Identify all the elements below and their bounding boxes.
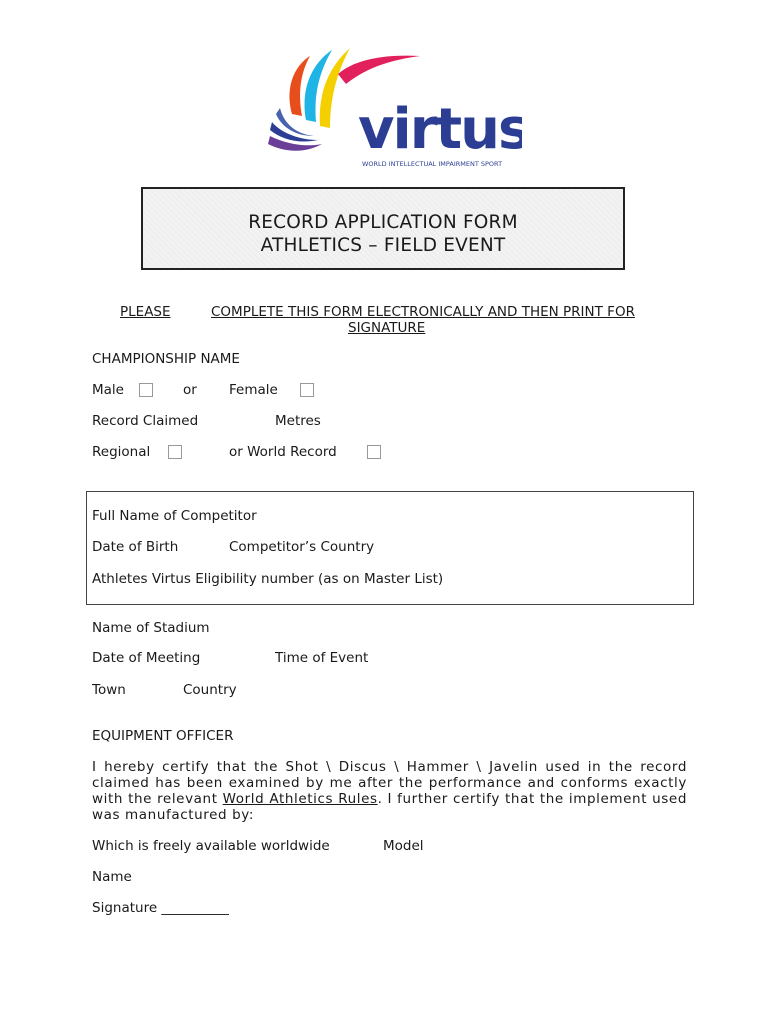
town-label: Town <box>92 682 126 698</box>
or-label: or <box>183 382 197 398</box>
record-claimed-label: Record Claimed <box>92 413 199 429</box>
female-label: Female <box>229 382 278 398</box>
male-checkbox[interactable] <box>139 383 153 397</box>
signature-label: Signature __________ <box>92 900 229 916</box>
name-label: Name <box>92 869 132 885</box>
world-record-checkbox[interactable] <box>367 445 381 459</box>
championship-name-label: CHAMPIONSHIP NAME <box>92 351 240 367</box>
time-of-event-label: Time of Event <box>275 650 369 666</box>
world-record-label: or World Record <box>229 444 337 460</box>
model-label: Model <box>383 838 424 854</box>
male-label: Male <box>92 382 124 398</box>
certification-text-end: . I further certify that the implement used was manufactured by: <box>92 791 687 823</box>
regional-label: Regional <box>92 444 151 460</box>
date-of-birth-label: Date of Birth <box>92 539 179 555</box>
eligibility-label: Athletes Virtus Eligibility number (as on Master List) <box>92 571 444 587</box>
competitor-country-label: Competitor’s Country <box>229 539 375 555</box>
virtus-logo <box>262 44 522 170</box>
freely-available-label: Which is freely available worldwide <box>92 838 330 854</box>
female-checkbox[interactable] <box>300 383 314 397</box>
instruction-signature: SIGNATURE <box>348 320 426 336</box>
form-title-line1: RECORD APPLICATION FORM <box>248 212 518 233</box>
form-title-box <box>141 187 625 270</box>
date-of-meeting-label: Date of Meeting <box>92 650 201 666</box>
regional-checkbox[interactable] <box>168 445 182 459</box>
full-name-label: Full Name of Competitor <box>92 508 257 524</box>
metres-label: Metres <box>275 413 321 429</box>
world-athletics-rules-link[interactable]: World Athletics Rules <box>222 791 378 807</box>
country-label: Country <box>183 682 237 698</box>
instruction-text: COMPLETE THIS FORM ELECTRONICALLY AND THEN PRINT FOR <box>211 304 635 320</box>
equipment-officer-heading: EQUIPMENT OFFICER <box>92 728 234 744</box>
certification-paragraph <box>92 759 687 823</box>
form-title-line2: ATHLETICS – FIELD EVENT <box>260 235 506 256</box>
stadium-label: Name of Stadium <box>92 620 210 636</box>
certification-text-start: I hereby certify that the Shot \ Discus \ Hammer \ Javelin used in the record claimed has been examined by me after the performance and conforms exactly with the relevant <box>92 759 687 807</box>
instruction-please: PLEASE <box>120 304 171 320</box>
logo-tagline: WORLD INTELLECTUAL IMPAIRMENT SPORT <box>362 160 503 168</box>
logo-brand-text: virtus <box>358 97 522 162</box>
